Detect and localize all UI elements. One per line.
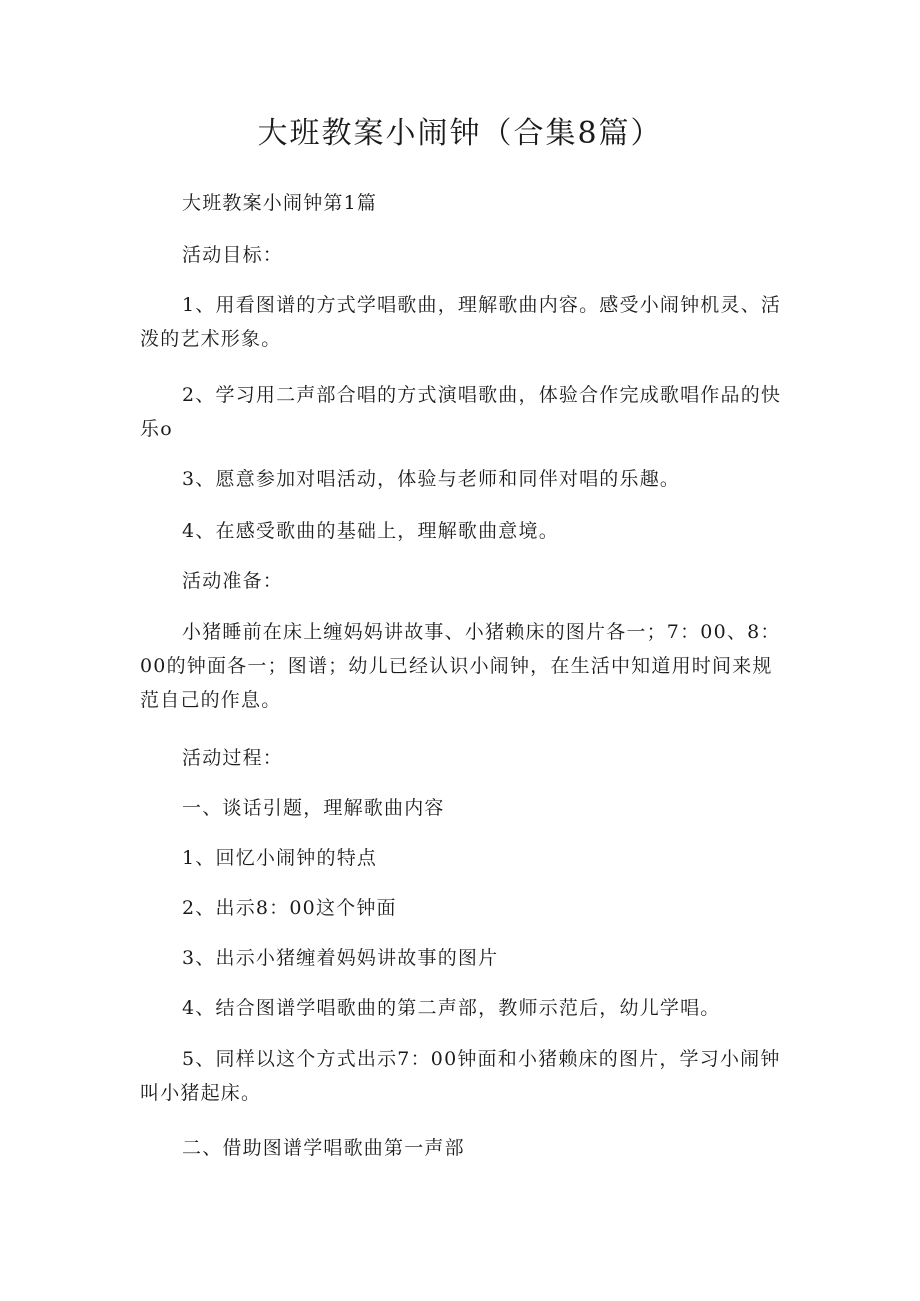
prep-heading: 活动准备： <box>182 570 284 592</box>
goal-item-1: 1、用看图谱的方式学唱歌曲，理解歌曲内容。感受小闹钟机灵、活泼的艺术形象。 <box>140 294 782 350</box>
goal-item-4: 4、在感受歌曲的基础上，理解歌曲意境。 <box>182 520 559 542</box>
document-title: 大班教案小闹钟（合集8篇） <box>257 116 663 151</box>
goals-heading: 活动目标： <box>182 244 284 266</box>
step1-item-1: 1、回忆小闹钟的特点 <box>182 847 378 869</box>
step1-item-4: 4、结合图谱学唱歌曲的第二声部，教师示范后，幼儿学唱。 <box>182 997 721 1019</box>
goal-item-2: 2、学习用二声部合唱的方式演唱歌曲，体验合作完成歌唱作品的快乐o <box>140 384 782 440</box>
section-heading: 大班教案小闹钟第1篇 <box>182 192 378 214</box>
process-heading: 活动过程： <box>182 747 284 769</box>
step1-heading: 一、谈话引题，理解歌曲内容 <box>182 797 445 819</box>
step1-item-2: 2、出示8：00这个钟面 <box>182 897 397 919</box>
prep-text: 小猪睡前在床上缠妈妈讲故事、小猪赖床的图片各一；7：00、8：00的钟面各一；图谱；幼儿已经认识小闹钟，在生活中知道用时间来规范自己的作息。 <box>140 621 781 711</box>
step1-item-5: 5、同样以这个方式出示7：00钟面和小猪赖床的图片，学习小闹钟叫小猪起床。 <box>140 1048 781 1104</box>
step2-heading: 二、借助图谱学唱歌曲第一声部 <box>182 1137 465 1159</box>
goal-item-3: 3、愿意参加对唱活动，体验与老师和同伴对唱的乐趣。 <box>182 468 681 490</box>
step1-item-3: 3、出示小猪缠着妈妈讲故事的图片 <box>182 947 499 969</box>
